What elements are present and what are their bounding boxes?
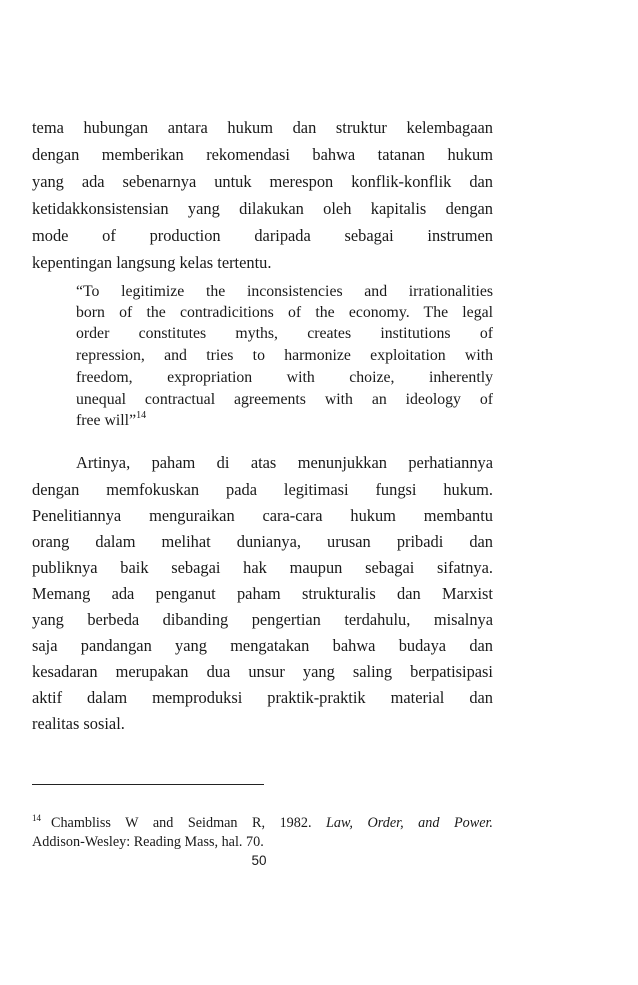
quote-line: order constitutes myths, creates institutions of <box>76 325 493 342</box>
body-line-indented <box>32 453 493 473</box>
body-line: Penelitiannya menguraikan cara-cara hukum membantu <box>32 506 493 525</box>
quote-line: freedom, expropriation with choize, inherently <box>76 369 493 386</box>
body-line: kepentingan langsung kelas tertentu. <box>32 253 272 272</box>
footnote-line-2: Addison-Wesley: Reading Mass, hal. 70. <box>32 834 264 850</box>
body-line: yang berbeda dibanding pengertian terdahulu, misalnya <box>32 610 493 629</box>
body-line: dengan memberikan rekomendasi bahwa tatanan hukum <box>32 145 493 164</box>
quote-line: “To legitimize the inconsistencies and irrationalities <box>76 283 493 300</box>
footnote-number: 14 <box>32 813 41 823</box>
quote-line: repression, and tries to harmonize exploitation with <box>76 347 493 364</box>
page-number: 50 <box>251 853 267 868</box>
footnote-book-title: Law, Order, and Power. <box>326 815 493 831</box>
quote-line: free will” <box>76 412 137 429</box>
body-line: dengan memfokuskan pada legitimasi fungsi hukum. <box>32 480 493 499</box>
body-line: publiknya baik sebagai hak maupun sebagai sifatnya. <box>32 558 493 577</box>
body-line: aktif dalam memproduksi praktik-praktik material dan <box>32 688 493 707</box>
body-line: tema hubungan antara hukum dan struktur kelembagaan <box>32 118 493 137</box>
body-line: kesadaran merupakan dua unsur yang saling berpatisipasi <box>32 662 493 681</box>
body-line: ketidakkonsistensian yang dilakukan oleh kapitalis dengan <box>32 199 493 218</box>
body-line: orang dalam melihat dunianya, urusan pribadi dan <box>32 532 493 551</box>
quote-line: unequal contractual agreements with an ideology of <box>76 391 493 408</box>
body-line: saja pandangan yang mengatakan bahwa budaya dan <box>32 636 493 655</box>
body-line: yang ada sebenarnya untuk merespon konflik-konflik dan <box>32 172 493 191</box>
body-line: Memang ada penganut paham strukturalis dan Marxist <box>32 584 493 603</box>
quote-last-line <box>76 411 493 431</box>
body-line: Artinya, paham di atas menunjukkan perhatiannya <box>76 453 493 472</box>
footnote-separator <box>32 784 264 785</box>
footnote-citation: Chambliss W and Seidman R, 1982. <box>51 815 312 831</box>
footnote-reference[interactable]: 14 <box>136 410 147 421</box>
footnote-line-1 <box>32 814 493 832</box>
body-line: mode of production daripada sebagai instrumen <box>32 226 493 245</box>
body-line: realitas sosial. <box>32 714 125 733</box>
quote-line: born of the contradicitions of the economy. The legal <box>76 304 493 321</box>
